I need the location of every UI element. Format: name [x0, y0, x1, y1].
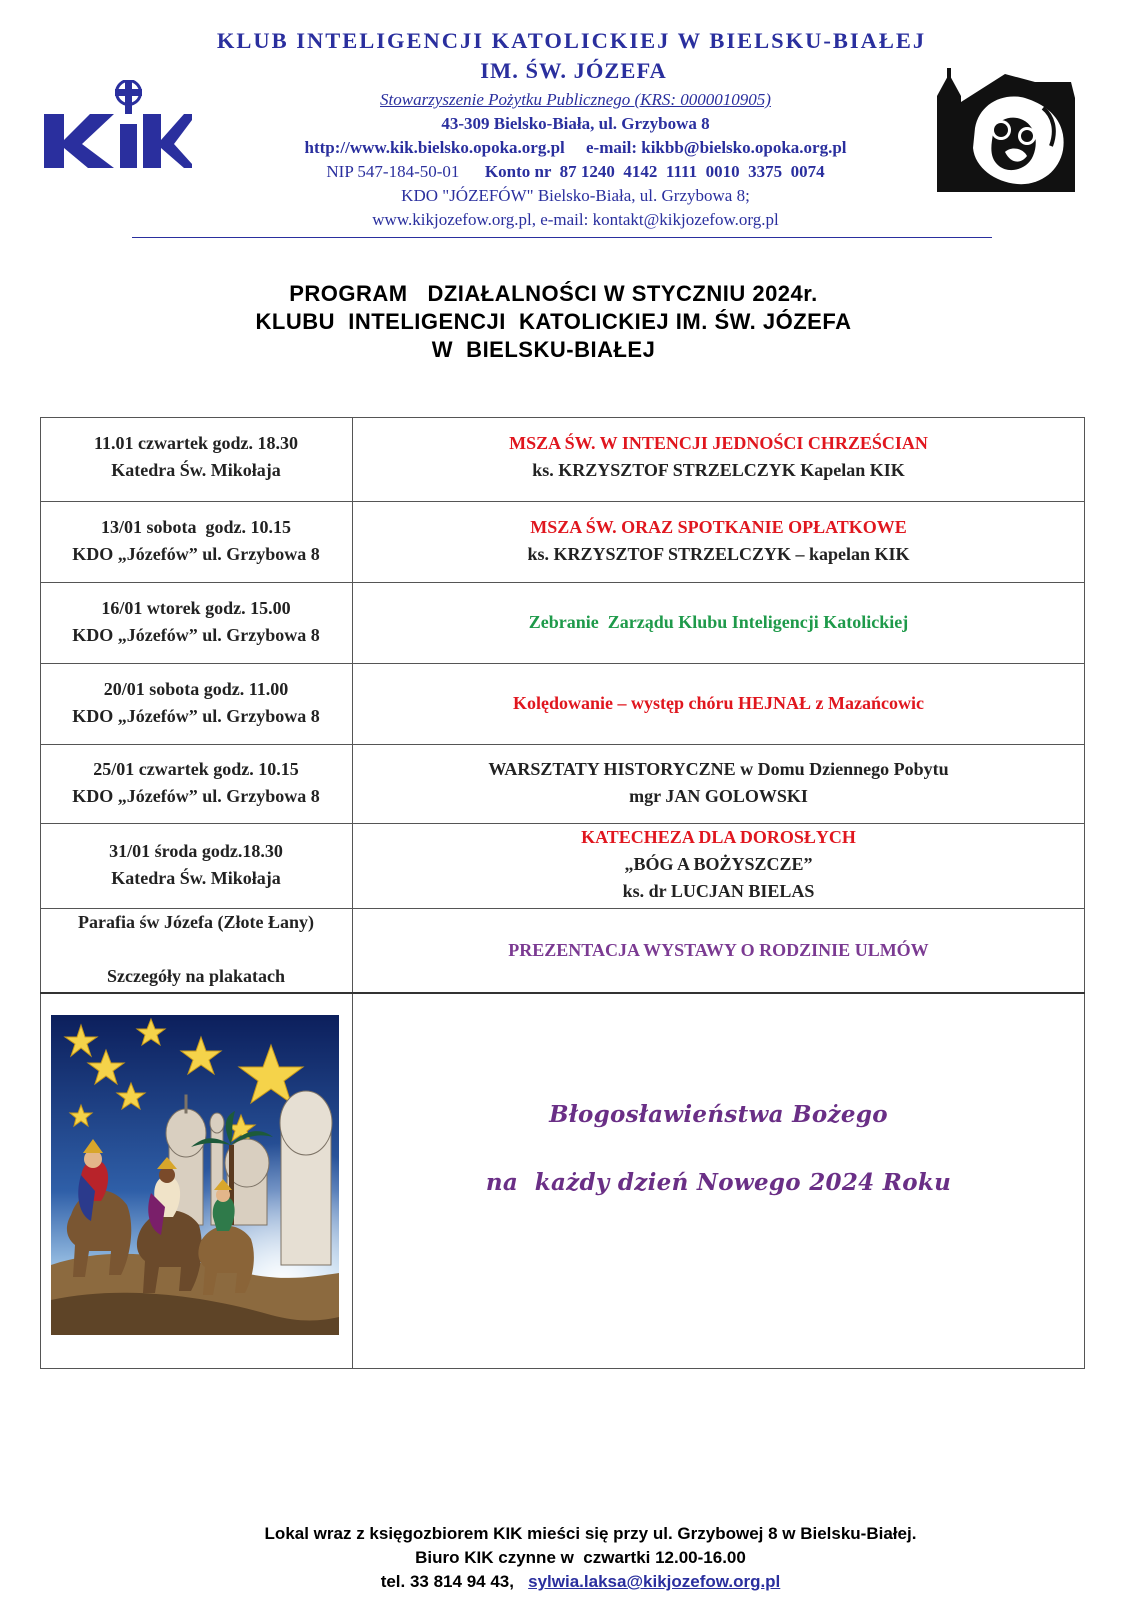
holy-family-emblem — [935, 68, 1075, 192]
nip: NIP 547-184-50-01 — [326, 162, 460, 181]
club-subtitle: IM. ŚW. JÓZEFA — [480, 58, 667, 83]
event-leader: ks. KRZYSZTOF STRZELCZYK Kapelan KIK — [532, 460, 905, 480]
club-address: 43-309 Bielsko-Biała, ul. Grzybowa 8 — [441, 114, 710, 133]
row-divider — [40, 744, 1085, 745]
event-datetime-cell — [41, 838, 351, 892]
event-location: KDO „Józefów” ul. Grzybowa 8 — [72, 786, 320, 806]
kdo-address: KDO "JÓZEFÓW" Bielsko-Biała, ul. Grzybowa 8; — [401, 186, 750, 205]
row-divider — [40, 582, 1085, 583]
footer-phone: tel. 33 814 94 43, — [380, 1572, 514, 1591]
event-leader: ks. dr LUCJAN BIELAS — [622, 881, 815, 901]
bank-account: Konto nr 87 1240 4142 1111 0010 3375 0074 — [484, 162, 825, 181]
row-divider — [40, 992, 1085, 994]
kik-logo-icon — [42, 80, 192, 172]
event-details-cell — [353, 937, 1084, 964]
program-title-line1: PROGRAM DZIAŁALNOŚCI W STYCZNIU 2024r. — [289, 281, 818, 306]
event-datetime-cell — [41, 676, 351, 730]
event-leader: ks. KRZYSZTOF STRZELCZYK – kapelan KIK — [527, 544, 910, 564]
event-datetime: 25/01 czwartek godz. 10.15 — [93, 759, 299, 779]
footer-office-hours: Biuro KIK czynne w czwartki 12.00-16.00 — [415, 1548, 746, 1567]
kik-logo — [42, 80, 192, 172]
event-datetime: 20/01 sobota godz. 11.00 — [103, 679, 289, 699]
footer-email-link[interactable]: sylwia.laksa@kikjozefow.org.pl — [528, 1572, 781, 1591]
event-details-cell — [353, 824, 1084, 905]
greeting-line2: na każdy dzień Nowego 2024 Roku — [485, 1169, 952, 1196]
church-family-icon — [935, 68, 1075, 192]
event-title: MSZA ŚW. W INTENCJI JEDNOŚCI CHRZEŚCIAN — [509, 433, 928, 453]
event-location: KDO „Józefów” ul. Grzybowa 8 — [72, 706, 320, 726]
event-datetime-cell — [41, 595, 351, 649]
event-details-cell — [353, 756, 1084, 810]
event-details-cell — [353, 609, 1084, 636]
footer-library-info: Lokal wraz z księgozbiorem KIK mieści się przy ul. Grzybowej 8 w Bielsku-Białej. — [264, 1524, 917, 1543]
event-subtitle: „BÓG A BOŻYSZCZE” — [624, 854, 813, 874]
event-datetime-cell — [41, 514, 351, 568]
magi-illustration — [51, 1015, 339, 1335]
event-title: PREZENTACJA WYSTAWY O RODZINIE ULMÓW — [508, 940, 929, 960]
event-details-cell — [353, 690, 1084, 717]
event-title: KATECHEZA DLA DOROSŁYCH — [581, 827, 856, 847]
program-title-line3: W BIELSKU-BIAŁEJ — [431, 337, 656, 362]
club-name: KLUB INTELIGENCJI KATOLICKIEJ W BIELSKU-BIAŁEJ — [216, 28, 927, 53]
event-location: KDO „Józefów” ul. Grzybowa 8 — [72, 625, 320, 645]
greeting-line1: Błogosławieństwa Bożego — [549, 1101, 888, 1128]
event-location: Katedra Św. Mikołaja — [111, 868, 281, 888]
event-datetime: 11.01 czwartek godz. 18.30 — [94, 433, 298, 453]
event-venue: Parafia św Józefa (Złote Łany) — [78, 912, 314, 932]
event-title: MSZA ŚW. ORAZ SPOTKANIE OPŁATKOWE — [530, 517, 907, 537]
event-location: KDO „Józefów” ul. Grzybowa 8 — [72, 544, 320, 564]
event-details-cell — [353, 514, 1084, 568]
event-datetime-cell — [41, 756, 351, 810]
association-info[interactable]: Stowarzyszenie Pożytku Publicznego (KRS: 0000010905) — [380, 90, 771, 109]
three-kings-picture — [51, 1015, 339, 1335]
event-title: Zebranie Zarządu Klubu Inteligencji Katolickiej — [528, 612, 909, 632]
event-title: WARSZTATY HISTORYCZNE w Domu Dziennego Pobytu — [488, 759, 949, 779]
event-datetime-cell — [41, 909, 351, 990]
program-title-line2: KLUBU INTELIGENCJI KATOLICKIEJ IM. ŚW. JÓZEFA — [255, 309, 852, 334]
email-link[interactable]: e-mail: kikbb@bielsko.opoka.org.pl — [586, 138, 847, 157]
row-divider — [40, 663, 1085, 664]
header-divider — [132, 237, 992, 238]
row-divider — [40, 501, 1085, 502]
event-title: Kolędowanie – występ chóru HEJNAŁ z Mazańcowic — [513, 693, 924, 713]
website-link[interactable]: http://www.kik.bielsko.opoka.org.pl — [304, 138, 565, 157]
event-datetime: 31/01 środa godz.18.30 — [109, 841, 283, 861]
event-leader: mgr JAN GOLOWSKI — [629, 786, 808, 806]
event-note: Szczegóły na plakatach — [107, 966, 285, 986]
kdo-contact[interactable]: www.kikjozefow.org.pl, e-mail: kontakt@kikjozefow.org.pl — [372, 210, 779, 229]
footer-contact — [15, 1572, 1131, 1592]
event-datetime-cell — [41, 430, 351, 484]
event-details-cell — [353, 430, 1084, 484]
event-location: Katedra Św. Mikołaja — [111, 460, 281, 480]
event-datetime: 13/01 sobota godz. 10.15 — [100, 517, 291, 537]
event-datetime: 16/01 wtorek godz. 15.00 — [101, 598, 291, 618]
